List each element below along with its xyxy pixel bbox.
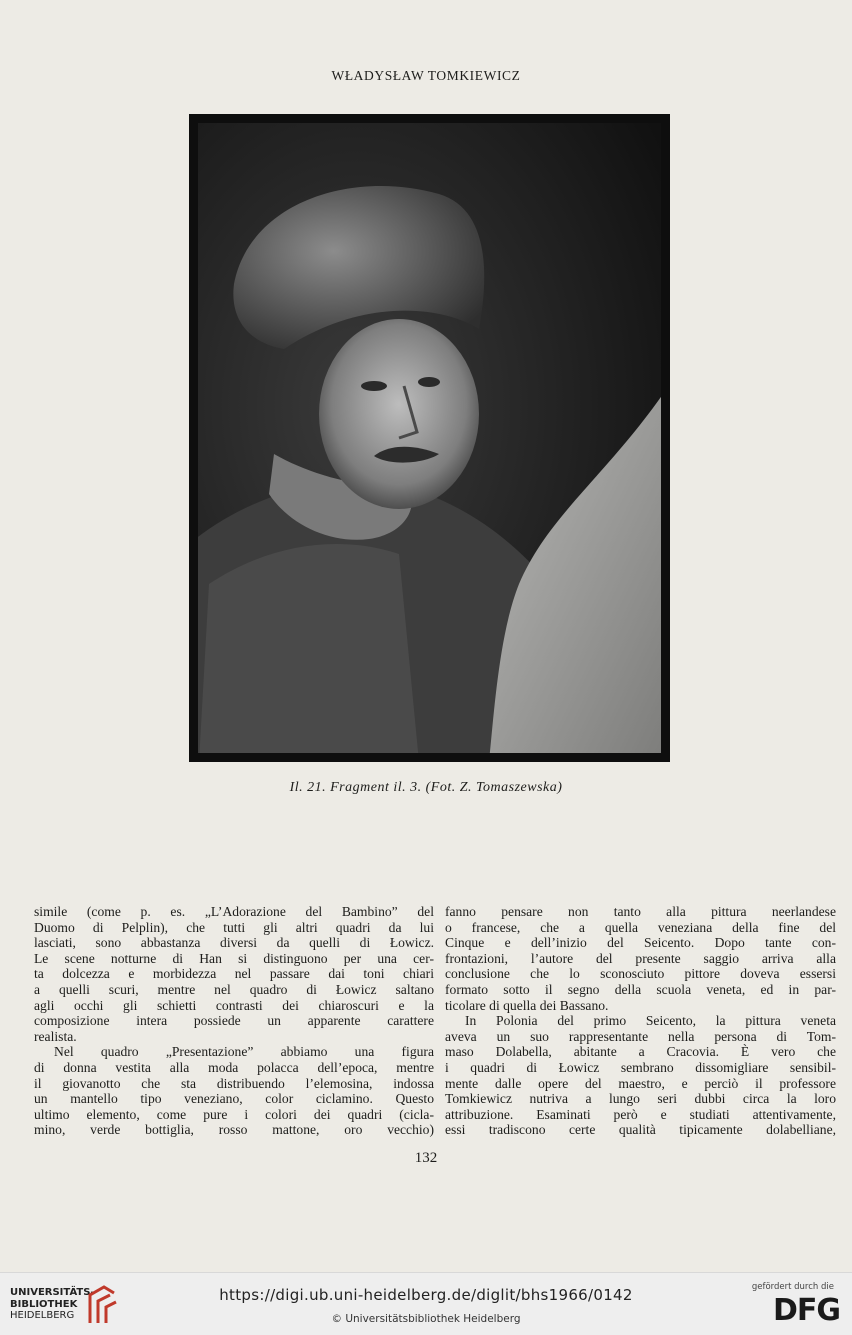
text-line: Le scene notturne di Han si distinguono per una cer- — [34, 950, 434, 966]
text-line: mino, verde bottiglia, rosso mattone, oro vecchio) — [34, 1122, 434, 1138]
running-head: WŁADYSŁAW TOMKIEWICZ — [331, 68, 521, 83]
text-line: aveva un suo rappresentante nella persona di Tom- — [445, 1028, 836, 1044]
text-line: composizione intera possiede un apparente carattere — [34, 1013, 434, 1029]
funding-note: gefördert durch die — [751, 1282, 834, 1292]
portrait-image — [189, 114, 670, 762]
text-line: i quadri di Łowicz sembrano dissomigliare sensibil- — [445, 1059, 836, 1075]
text-column-left — [34, 904, 434, 1138]
text-line: ticolare di quella dei Bassano. — [445, 997, 609, 1013]
text-line: a quelli scuri, mentre nel quadro di Łowicz saltano — [34, 981, 434, 997]
text-line: Tomkiewicz nutriva a lungo seri dubbi circa la loro — [445, 1091, 836, 1107]
text-line: conclusione che lo sconosciuto pittore doveva essersi — [445, 966, 836, 982]
text-line: Nel quadro „Presentazione” abbiamo una figura — [54, 1044, 434, 1060]
text-line: Duomo di Pelplin), che tutti gli altri quadri da lui — [34, 919, 434, 935]
text-line: frontazioni, l’autore del presente saggio arriva alla — [445, 950, 836, 966]
text-line: ultimo elemento, come pure i colori dei quadri (cicla- — [34, 1106, 434, 1122]
text-line: formato sotto il segno della scuola veneta, ed in par- — [445, 981, 836, 997]
text-line: maso Dolabella, abitante a Cracovia. È vero che — [445, 1044, 836, 1060]
text-line: attribuzione. Esaminati però e studiati attentivamente, — [445, 1106, 836, 1122]
text-line: lasciati, sono abbastanza diversi da quelli di Łowicz. — [34, 935, 434, 951]
text-line: ta dolcezza e morbidezza nel passare dai toni chiari — [34, 966, 434, 982]
permalink-url[interactable]: https://digi.ub.uni-heidelberg.de/diglit/bhs1966/0142 — [219, 1286, 633, 1304]
figure-caption: Il. 21. Fragment il. 3. (Fot. Z. Tomaszewska) — [289, 780, 563, 795]
text-line: In Polonia del primo Seicento, la pittura veneta — [465, 1013, 836, 1029]
text-line: fanno pensare non tanto alla pittura neerlandese — [445, 904, 836, 919]
portrait-photograph — [189, 114, 670, 762]
text-line: essi tradiscono certe qualità tipicamente dolabelliane, — [445, 1122, 836, 1138]
text-line: il giovanotto che sta distribuendo l’elemosina, indossa — [34, 1075, 434, 1091]
copyright-notice: © Universitätsbibliothek Heidelberg — [331, 1313, 521, 1325]
text-line: realista. — [34, 1028, 77, 1044]
text-column-right — [445, 904, 836, 1138]
text-line: di donna vestita alla moda polacca dell’epoca, mentre — [34, 1059, 434, 1075]
library-name-line: UNIVERSITÄTS- — [10, 1287, 95, 1298]
text-line: o francese, che a quella veneziana della fine del — [445, 919, 836, 935]
library-name-line: HEIDELBERG — [10, 1310, 75, 1321]
viewer-footer — [0, 1272, 852, 1335]
text-line: mente dalle opere del maestro, e perciò il professore — [445, 1075, 836, 1091]
library-name-line: BIBLIOTHEK — [10, 1298, 78, 1310]
text-line: un mantello tipo veneziano, color ciclamino. Questo — [34, 1091, 434, 1107]
text-line: agli occhi gli schietti contrasti dei chiaroscuri e la — [34, 997, 434, 1013]
text-line: simile (come p. es. „L’Adorazione del Bambino” del — [34, 904, 434, 919]
dfg-logo[interactable]: DFG — [772, 1293, 840, 1328]
page-number: 132 — [414, 1150, 438, 1166]
text-line: Cinque e dell’inizio del Seicento. Dopo tante con- — [445, 935, 836, 951]
